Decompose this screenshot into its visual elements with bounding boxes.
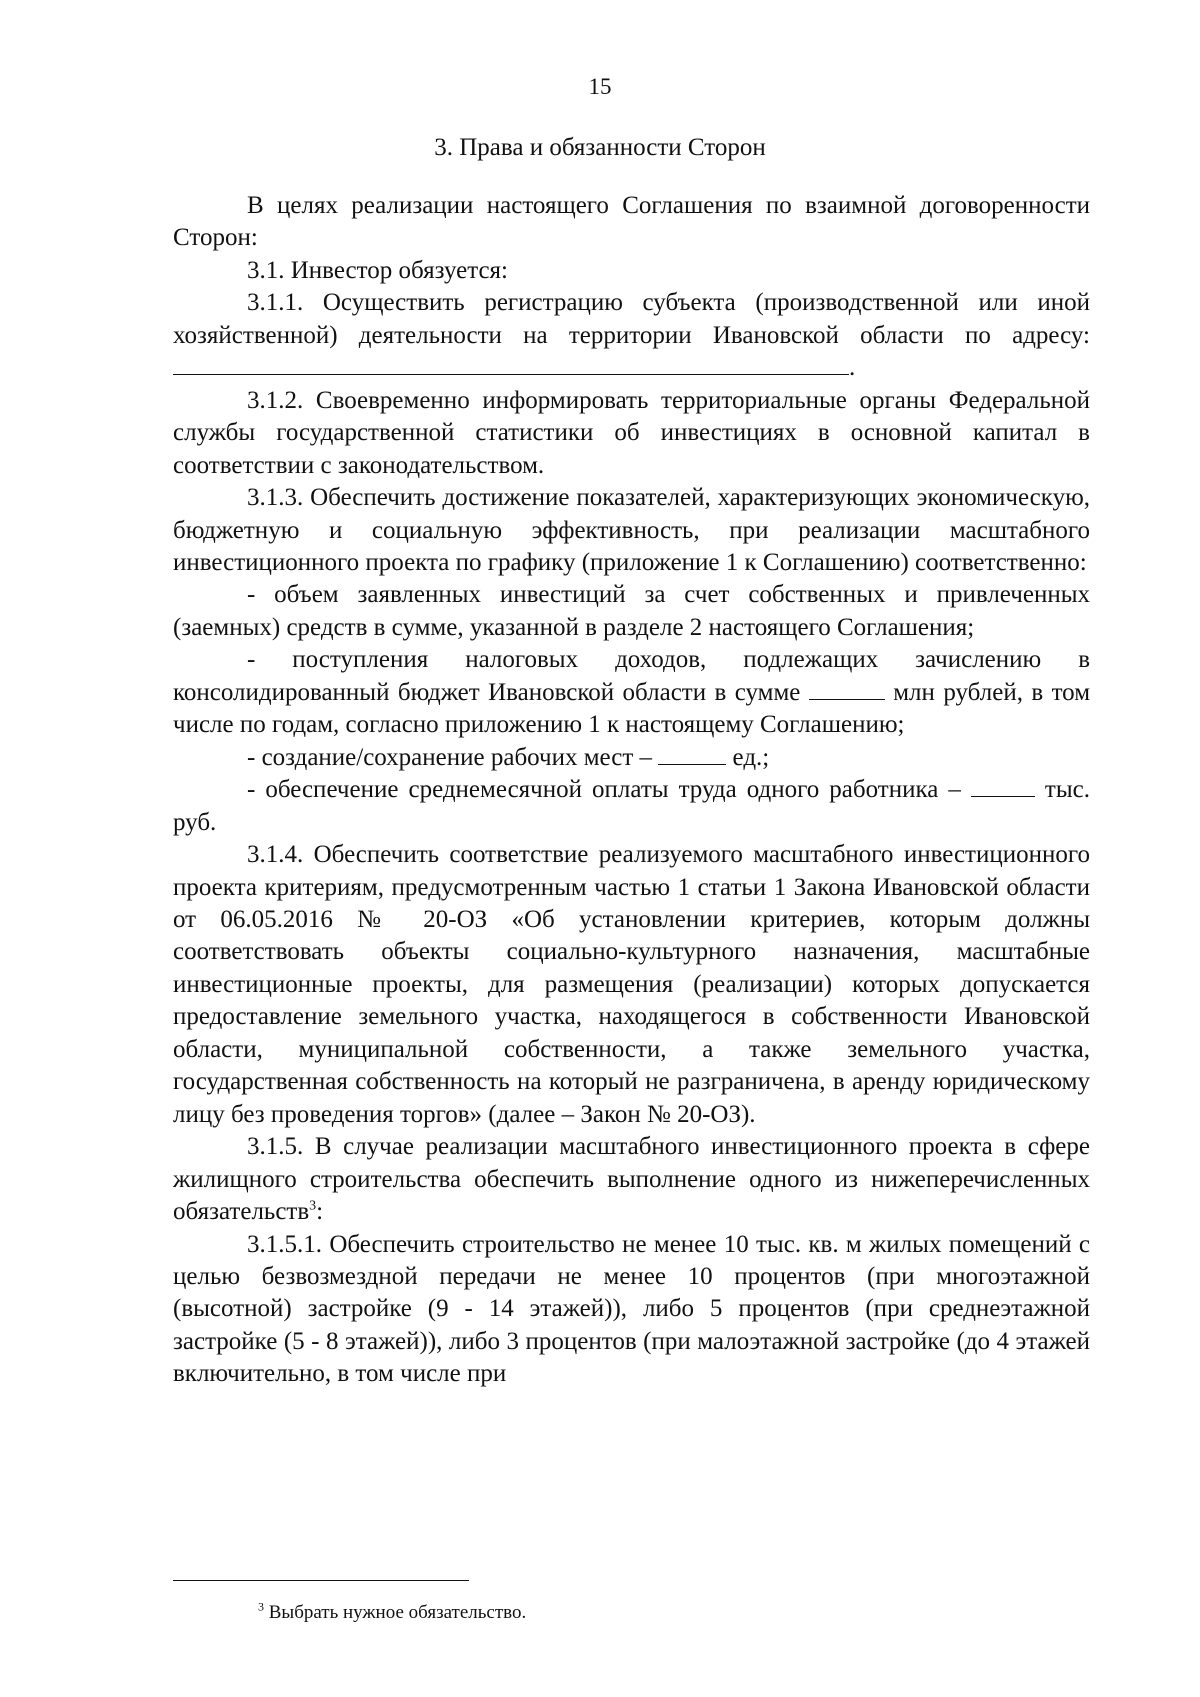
footnote-separator: [173, 1580, 469, 1581]
paragraph-end: :: [316, 1198, 324, 1226]
paragraph-3-1-4: 3.1.4. Обеспечить соответствие реализуемого масштабного инвестиционного проекта критериям, предусмотренным частью 1 статьи 1 Закона Ивановской области от 06.05.2016 № 20-ОЗ «Об установлении критериев, которым должны соответствовать объекты социально-культурного назначения, масштабные инвестиционные проекты, для размещения (реализации) которых допускается предоставление земельного участка, находящегося в собственности Ивановской области, муниципальной собственности, а также земельного участка, государственная собственность на который не разграничена, в аренду юридическому лицу без проведения торгов» (далее – Закон № 20-ОЗ).: [173, 841, 1090, 1128]
page-number: 15: [588, 74, 612, 99]
address-blank-field: [173, 352, 849, 375]
list-item-unit: тыс. руб.: [173, 776, 1090, 836]
footnote-mark: 3: [258, 1599, 264, 1614]
list-item-investments: - объем заявленных инвестиций за счет собственных и привлеченных (заемных) средств в сумме, указанной в разделе 2 настоящего Соглашения;: [173, 581, 1090, 641]
list-item-salary: [173, 774, 1090, 839]
section-heading: 3. Права и обязанности Сторон: [434, 134, 766, 161]
paragraph-3-1-5: [173, 1131, 1090, 1228]
paragraph-3-1-1: [173, 287, 1090, 384]
footnote: [258, 1601, 526, 1625]
paragraph-3-1-3: 3.1.3. Обеспечить достижение показателей, характеризующих экономическую, бюджетную и социальную эффективность, при реализации масштабного инвестиционного проекта по графику (приложение 1 к Соглашению) соответственно:: [173, 484, 1090, 576]
jobs-count-blank-field: [658, 742, 726, 765]
list-item-jobs: [173, 742, 1090, 774]
document-body: [173, 190, 1090, 1391]
footnote-reference: 3: [309, 1198, 317, 1214]
paragraph-3-1: 3.1. Инвестор обязуется:: [247, 256, 508, 284]
list-item-text-continued: млн рублей, в том числе по годам, согласно приложению 1 к настоящему Соглашению;: [173, 678, 1091, 739]
paragraph-text: 3.1.1. Осуществить регистрацию субъекта (производственной или иной хозяйственной) деятельности на территории Ивановской области по адресу:: [173, 289, 1090, 349]
paragraph-3-1-5-1: 3.1.5.1. Обеспечить строительство не менее 10 тыс. кв. м жилых помещений с целью безвозмездной передачи не менее 10 процентов (при многоэтажной (высотной) застройке (9 - 14 этажей)), либо 5 процентов (при среднеэтажной застройке (5 - 8 этажей)), либо 3 процентов (при малоэтажной застройке (до 4 этажей включительно, в том числе при: [173, 1230, 1090, 1388]
list-item-text: - создание/сохранение рабочих мест –: [247, 743, 653, 771]
paragraph-end: .: [849, 354, 856, 382]
tax-amount-blank-field: [809, 677, 885, 700]
list-item-text: - обеспечение среднемесячной оплаты труда одного работника –: [247, 776, 961, 804]
list-item-tax-revenue: [173, 644, 1090, 741]
list-item-unit: ед.;: [732, 743, 770, 771]
footnote-text: Выбрать нужное обязательство.: [264, 1602, 527, 1623]
paragraph-intro: В целях реализации настоящего Соглашения по взаимной договоренности Сторон:: [173, 192, 1090, 252]
salary-blank-field: [971, 774, 1035, 797]
paragraph-3-1-2: 3.1.2. Своевременно информировать территориальные органы Федеральной службы государственной статистики об инвестициях в основной капитал в соответствии с законодательством.: [173, 386, 1090, 479]
paragraph-text: 3.1.5. В случае реализации масштабного инвестиционного проекта в сфере жилищного строительства обеспечить выполнение одного из нижеперечисленных обязательств: [173, 1133, 1090, 1226]
list-item-text: - поступления налоговых доходов, подлежащих зачислению в консолидированный бюджет Ивановской области в сумме: [173, 646, 1090, 706]
